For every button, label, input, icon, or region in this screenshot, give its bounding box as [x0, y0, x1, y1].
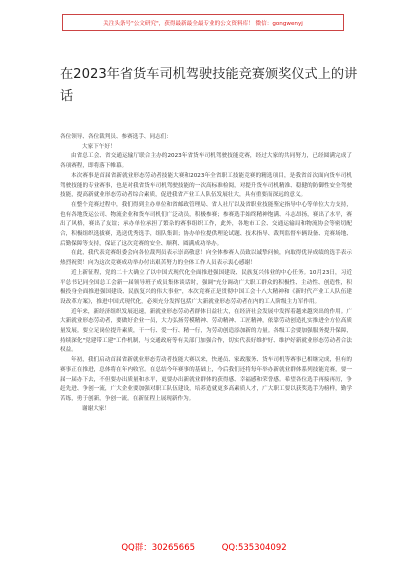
paragraph: 近年来，新经济组织发展迅速，新就业形态劳动者群体日益壮大，在经济社会发展中发挥着越来越突出的作用。广大新就业形态劳动者，要做好企业一员，大力弘扬劳模精神、劳动精神、工匠精神，依靠劳动创造扎实推进全方位高质量发展。要立足岗位提升素质，干一行、爱一行、精一行，为劳动创造添加新的力量。各级工会要加强服务提升保障，持续深化"党建带工建"工作机制，与交通政府等有关部门加强合作，切实代表好维护好、维护好新就业形态劳动者合法权益。 — [60, 308, 352, 354]
paragraph: 由省总工会、省交通运输厅联合主办的2023年省货车司机驾驶技能竞赛，经过大家的共同努力，已经圆满完成了各项赛程，即将落下帷幕。 — [60, 153, 352, 170]
paragraph: 大家下午好！ — [82, 143, 116, 150]
paragraph: 在此，我代表竞赛组委会向各位裁判员表示崇高敬意！向全体参赛人员致以诚挚问候，向取得优异成绩的选手表示热烈祝贺！向为这次竞赛成功举办付出艰苦努力的全体工作人员表示衷心感谢！ — [60, 250, 352, 267]
paragraph: 本次赛事是首届省新就业形态劳动者技能大赛和2023年全省职工技能竞赛的精选项目，是我省首次面向货车司机驾驶技能的专业赛事，也是对我省货车司机驾驶技能的一次高标准检阅，对提升货车司机精准、稳健的防御性安全驾驶技能，提高新就业形态劳动者综合素质，促进我省产业工人队伍发展壮大，具有重要而深远的意义。 — [60, 172, 352, 199]
document-title: 在2023年省货车司机驾驶技能竞赛颁奖仪式上的讲话 — [60, 67, 358, 104]
document-body — [60, 133, 352, 414]
promo-banner-text: 关注头条号"公文研究"，获得最新最全最专业的公文资料库！ 微信：gongwenyj — [103, 20, 303, 27]
greeting: 各位领导、各位裁判员、参赛选手、同志们： — [60, 134, 172, 140]
paragraph: 近上新征程，党的二十大确立了以中国式现代化全面推进强国建设、民族复兴伟业的中心任务。10月23日，习近平总书记同全国总工会新一届领导班子成员集体谈话时，强调"充分调动广大职工群众的积极性、主动性、创造性，积极投身全面推进强国建设、民族复兴的伟大事业"，本次竞赛正是贯彻中国工会十八大精神和《新时代产业工人队伍建设改革方案》，推进中国式现代化，必须充分发挥包括广大新就业形态劳动者在内的工人阶级主力军作用。 — [60, 269, 352, 305]
paragraph: 谢谢大家！ — [82, 405, 110, 412]
qq-group-text: QQ群：30265665 — [121, 543, 196, 553]
promo-banner — [62, 14, 344, 31]
qq-text: QQ:535304092 — [221, 543, 287, 553]
contact-footer — [0, 541, 408, 553]
paragraph: 年初，我们启动首届省新就业形态劳动者技能大赛以来，快递员、家政服务、货车司机等赛事已相继完成，但有的赛事正在推进，总体将在年内收官。在总结今年赛事的基础上，今后我们还将每年举办新就业群体系列技能竞赛，要一届一届办下去，不但要办出质量和水平，更要办出新就业群体的获得感、幸福感和荣誉感。希望各位选手再接再厉，争赶先进、争创一流，广大企业要加强对职工队伍建设，培养造就更多高素质人才，广大职工要以获奖选手为榜样，勤学苦练，勇于创新，争创一流。在新征程上展现新作为。 — [60, 357, 352, 402]
paragraph: 在整个竞赛过程中，我们得到主办单位和省邮政管理局、省人社厅以及省职业技能鉴定指导中心等单位大力支持，也有各地货运公司、物流企业和货车司机们广泛动员，积极参赛；参赛选手始终精神饱满、斗志昂扬，赛出了水平，赛出了风格，赛出了友谊；承办单位承担了繁杂的赛事组织工作，此外，各地市工会、交通运输局和物流协会等密切配合，积极组织选拔赛，选送优秀选手，组队集训；协办单位提供理论试题、技术指导、裁判监督车辆设备、竞赛场地、后勤保障等支持，保证了这次竞赛的安全、顺利、圆满成功举办。 — [60, 201, 352, 247]
